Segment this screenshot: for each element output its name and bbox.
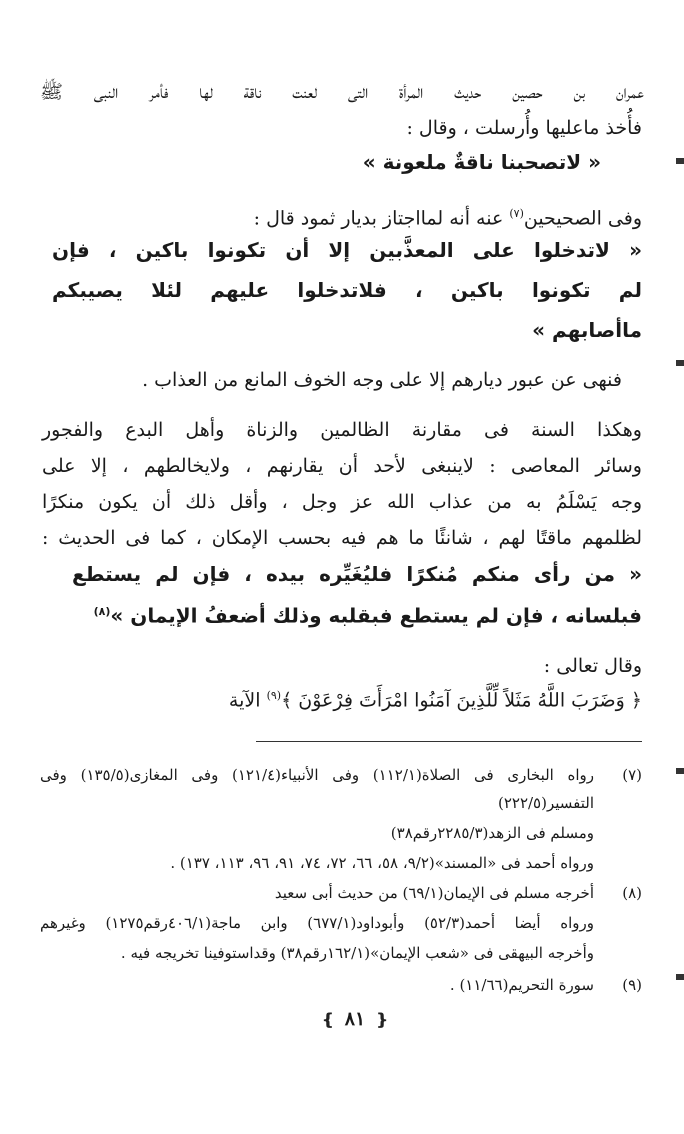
footnote-number: (٩) <box>622 976 642 994</box>
text-span: الآية <box>228 689 261 712</box>
text-line: وجه يَسْلَمُ به من عذاب الله عز وجل ، وأقل ذلك أن يكون منكرًا <box>42 491 642 513</box>
footnote-number: (٧) <box>622 766 642 784</box>
hadith-quote: « لاتصحبنا ناقةٌ ملعونة » <box>362 150 601 174</box>
text-span: وفى الصحيحين <box>523 207 642 230</box>
footnote-line: سورة التحريم(١١/٦٦) . <box>449 976 594 994</box>
footnote-line: التفسير(٢٢٢/٥) <box>497 794 594 812</box>
text-span: عنه أنه لمااجتاز بديار ثمود قال : <box>253 207 504 230</box>
footnote-line: ورواه أحمد فى «المسند»(٩/٢، ٥٨، ٦٦، ٧٢، ٧٤، ٩١، ٩٦، ١١٣، ١٣٧) . <box>170 854 594 872</box>
hadith-quote: ماأصابهم » <box>532 318 642 342</box>
footnote-ref: (٧) <box>509 207 524 220</box>
text-line <box>254 200 642 232</box>
ornament-right-icon: ❵ <box>375 1009 389 1029</box>
page-number <box>300 1004 410 1034</box>
text-line: وسائر المعاصى : لاينبغى لأحد أن يقارنهم ، ولايخالطهم ، إلا على <box>42 455 642 477</box>
footnote-line: ورواه أيضا أحمد(٥٢/٣) وأبوداود(٦٧٧/١) وابن ماجة(٤٠٦/١رقم١٢٧٥) وغيرهم <box>40 914 594 932</box>
footnote-separator <box>256 741 642 742</box>
text-line: فأُخذ ماعليها وأُرسلت ، وقال : <box>406 117 642 139</box>
footnote-ref: (٩) <box>266 689 282 702</box>
ornament-left-icon: ❴ <box>321 1009 335 1029</box>
text-span: فبلسانه ، فإن لم يستطع فبقلبه وذلك أضعفُ الإيمان » <box>110 603 642 628</box>
verse-text: ﴿ وَضَرَبَ اللَّهُ مَثَلاً لِّلَّذِينَ آمَنُوا امْرَأَتَ فِرْعَوْنَ ﴾ <box>281 689 642 712</box>
footnote-line: رواه البخارى فى الصلاة(١١٢/١) وفى الأنبياء(١٢١/٤) وفى المغازى(١٣٥/٥) وفى <box>40 766 595 784</box>
hadith-quote: « من رأى منكم مُنكرًا فليُغَيِّره بيده ، فإن لم يستطع <box>72 562 642 586</box>
scan-edge-mark <box>676 974 684 980</box>
text-line: عمران بن حصين حديث المرأة التى لعنت ناقة لها فأمر النبى ﷺ <box>40 81 644 103</box>
hadith-quote: « لاتدخلوا على المعذَّبين إلا أن تكونوا باكين ، فإن <box>52 238 642 262</box>
text-line: فنهى عن عبور ديارهم إلا على وجه الخوف المانع من العذاب . <box>142 369 622 391</box>
footnote-line: أخرجه مسلم فى الإيمان(٦٩/١) من حديث أبى سعيد <box>274 884 594 902</box>
text-line: وقال تعالى : <box>543 655 642 677</box>
scan-edge-mark <box>676 360 684 366</box>
hadith-quote <box>94 598 642 630</box>
footnote-line: وأخرجه البيهقى فى «شعب الإيمان»(١٦٢/١رقم٣٨) وقداستوفينا تخريجه فيه . <box>120 944 594 962</box>
text-line: وهكذا السنة فى مقارنة الظالمين والزناة وأهل البدع والفجور <box>42 419 642 441</box>
hadith-quote: لم تكونوا باكين ، فلاتدخلوا عليهم لئلا يصيبكم <box>52 278 642 302</box>
text-line: لظلمهم ماقتًا لهم ، شانئًا ما هم فيه بحسب الإمكان ، كما فى الحديث : <box>42 527 642 549</box>
footnote-line: ومسلم فى الزهد(٢٢٨٥/٣رقم٣٨) <box>390 824 594 842</box>
page-number-text: ٨١ <box>344 1008 366 1030</box>
scan-edge-mark <box>676 768 684 774</box>
quran-verse <box>229 682 642 714</box>
footnote-ref: (٨) <box>93 605 111 618</box>
footnote-number: (٨) <box>622 884 642 902</box>
scan-edge-mark <box>676 158 684 164</box>
